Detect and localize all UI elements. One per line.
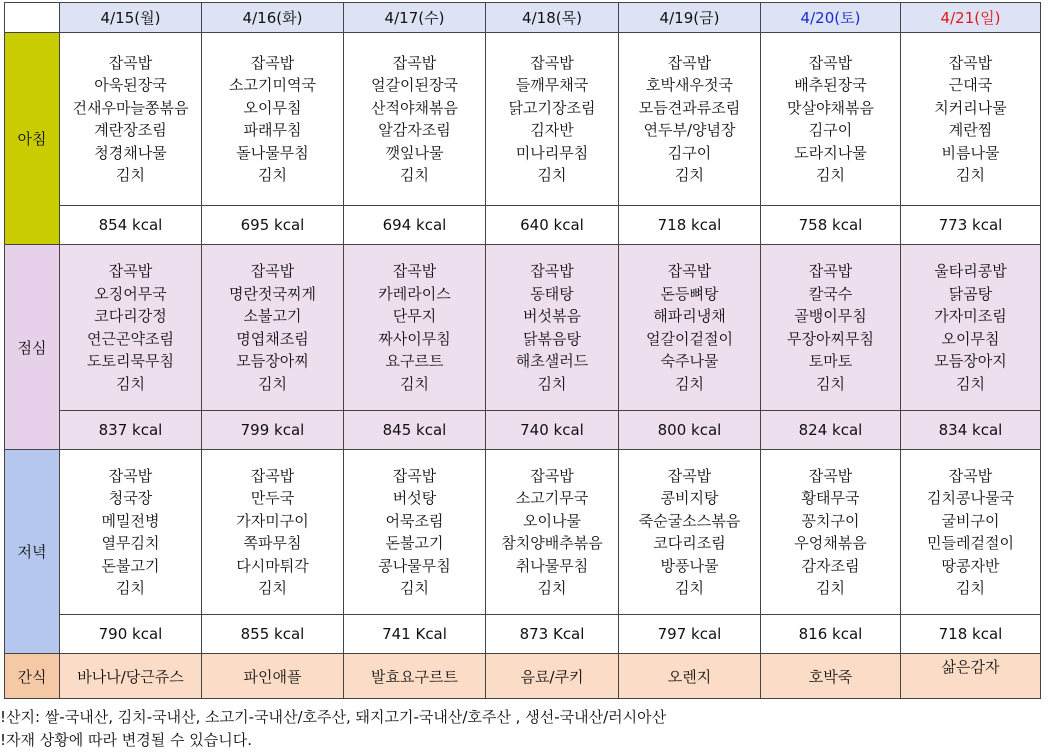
dish-item: 굴비구이 [941,511,1000,530]
dish-item: 소고기무국 [515,489,589,507]
dish-item: 잡곡밥 [392,53,437,72]
dish-item: 요구르트 [385,352,444,370]
snack-cell: 파인애플 [202,654,344,699]
kcal-cell: 800 kcal [619,411,761,450]
dish-item: 김치 [956,374,985,393]
dish-item: 건새우마늘쫑볶음 [72,98,189,117]
dish-item: 모듬장아지 [934,352,1007,370]
menu-cell [344,33,486,206]
lunch-label: 점심 [5,245,60,450]
day-header: 4/18(목) [486,3,619,33]
dish-item: 김치 [956,579,985,597]
dish-item: 김치 [537,374,567,393]
menu-cell [60,33,202,206]
dish-item: 김치 [258,374,287,393]
footnotes [0,706,666,752]
dish-item: 잡곡밥 [948,466,993,485]
menu-cell [761,450,901,615]
kcal-cell: 824 kcal [761,411,901,450]
dish-item: 김구이 [667,143,712,162]
menu-cell [761,245,901,411]
dish-item: 토마토 [808,352,853,370]
dish-item: 민들레겉절이 [927,534,1014,552]
dish-item: 가자미구이 [236,511,309,530]
kcal-cell: 799 kcal [202,411,344,450]
dish-item: 호박새우젓국 [646,76,733,94]
dish-item: 땅콩자반 [941,556,1000,575]
dish-item: 골뱅이무침 [794,307,867,325]
corner-cell [5,3,60,33]
dish-item: 열무김치 [101,534,160,552]
snack-item: 삶은감자 [941,657,1000,676]
dish-item: 만두국 [250,489,295,507]
dish-item: 김치 [400,579,429,597]
dish-item: 파래무침 [243,121,302,139]
menu-cell [60,450,202,615]
kcal-cell: 854 kcal [60,206,202,245]
dish-item: 닭곰탕 [948,284,993,303]
dish-item: 오이나물 [523,511,581,530]
kcal-cell: 640 kcal [486,206,619,245]
dish-item: 잡곡밥 [108,262,153,280]
kcal-cell: 718 kcal [619,206,761,245]
kcal-cell: 816 kcal [761,615,901,654]
dish-item: 황태무국 [801,489,860,507]
kcal-cell: 837 kcal [60,411,202,450]
dish-item: 잡곡밥 [250,53,295,72]
kcal-cell: 741 Kcal [344,615,486,654]
dish-item: 잡곡밥 [530,466,574,485]
dish-item: 도토리묵무침 [87,352,174,370]
menu-cell [901,33,1041,206]
dish-item: 취나물무침 [515,556,589,575]
dish-item: 얼갈이겉절이 [646,329,733,348]
dish-item: 무장아찌무침 [787,329,874,348]
dish-item: 닭고기장조림 [508,98,596,117]
menu-cell [344,450,486,615]
menu-cell [202,450,344,615]
dish-item: 돈불고기 [385,534,444,552]
dish-item: 코다리강정 [94,307,167,325]
dish-item: 맛살야채볶음 [787,98,874,117]
menu-cell [901,450,1041,615]
dish-item: 산적야채볶음 [371,98,458,117]
dish-item: 김자반 [530,121,574,139]
dish-item: 콩비지탕 [660,489,719,507]
dish-item: 김치 [675,166,704,184]
dish-item: 단무지 [392,307,437,325]
dish-item: 김치 [258,579,287,597]
dish-item: 죽순굴소스볶음 [638,511,741,530]
kcal-cell: 718 kcal [901,615,1041,654]
snack-cell: 호박죽 [761,654,901,699]
breakfast-label: 아침 [5,33,60,245]
dinner-kcal-row [5,615,1041,654]
dish-item: 김치 [537,166,567,184]
dish-item: 카레라이스 [378,284,451,303]
day-header: 4/19(금) [619,3,761,33]
dish-item: 김치 [675,579,704,597]
menu-cell [901,245,1041,411]
breakfast-menu-row [5,33,1041,206]
kcal-cell: 845 kcal [344,411,486,450]
dish-item: 연두부/양념장 [643,121,736,139]
dish-item: 김치 [116,579,145,597]
dish-item: 김치 [675,374,704,393]
breakfast-kcal-row [5,206,1041,245]
dish-item: 잡곡밥 [108,466,153,485]
dish-item: 방풍나물 [660,556,719,575]
dish-item: 꽁치구이 [801,511,860,530]
day-header: 4/21(일) [901,3,1041,33]
dish-item: 청국장 [108,489,153,507]
dish-item: 잡곡밥 [108,53,153,72]
dish-item: 오이무침 [243,98,302,117]
dish-item: 콩나물무침 [378,556,451,575]
snack-cell: 발효요구르트 [344,654,486,699]
dish-item: 칼국수 [808,284,853,303]
dinner-menu-row [5,450,1041,615]
snack-cell: 바나나/당근쥬스 [60,654,202,699]
dish-item: 들깨무채국 [515,76,589,94]
dish-item: 김치 [400,374,429,393]
dish-item: 얼갈이된장국 [371,76,458,94]
dish-item: 김치 [537,579,567,597]
origin-note: !산지: 쌀-국내산, 김치-국내산, 소고기-국내산/호주산, 돼지고기-국내산/호주산 , 생선-국내산/러시아산 [0,708,667,726]
dish-item: 해파리냉채 [653,307,726,325]
dish-item: 김치 [116,374,145,393]
menu-cell [202,33,344,206]
dish-item: 잡곡밥 [808,53,853,72]
dish-item: 닭볶음탕 [523,329,581,348]
snack-cell: 음료/쿠키 [486,654,619,699]
dish-item: 김치 [116,166,145,184]
lunch-kcal-row [5,411,1041,450]
dish-item: 다시마튀각 [236,556,309,575]
dish-item: 가자미조림 [934,307,1007,325]
dish-item: 잡곡밥 [808,262,853,280]
dish-item: 깻잎나물 [385,143,444,162]
dish-item: 김치 [956,166,985,184]
dish-item: 잡곡밥 [392,262,437,280]
menu-cell [619,245,761,411]
weekly-menu-table [4,2,1041,699]
kcal-cell: 695 kcal [202,206,344,245]
day-header-row [5,3,1041,33]
dish-item: 잡곡밥 [667,53,712,72]
dish-item: 메밀전병 [101,511,160,530]
dinner-label: 저녁 [5,450,60,654]
kcal-cell: 790 kcal [60,615,202,654]
menu-cell [486,450,619,615]
lunch-menu-row [5,245,1041,411]
menu-cell [486,33,619,206]
dish-item: 비름나물 [941,143,1000,162]
dish-item: 오징어무국 [94,284,167,303]
dish-item: 울타리콩밥 [934,262,1007,280]
dish-item: 김치 [258,166,287,184]
dish-item: 계란장조림 [94,121,167,139]
kcal-cell: 758 kcal [761,206,901,245]
kcal-cell: 740 kcal [486,411,619,450]
snack-cell: 오렌지 [619,654,761,699]
dish-item: 김치 [400,166,429,184]
dish-item: 명란젓국찌게 [229,284,316,303]
dish-item: 숙주나물 [660,352,719,370]
dish-item: 잡곡밥 [392,466,437,485]
dish-item: 김구이 [808,121,853,139]
dish-item: 잡곡밥 [250,466,295,485]
day-header: 4/15(월) [60,3,202,33]
dish-item: 계란찜 [948,121,993,139]
dish-item: 김치 [816,166,845,184]
dish-item: 돈등뼈탕 [660,284,719,303]
dish-item: 연근곤약조림 [87,329,174,348]
menu-cell [344,245,486,411]
kcal-cell: 797 kcal [619,615,761,654]
snack-label: 간식 [5,654,60,699]
dish-item: 미나리무침 [515,143,589,162]
dish-item: 버섯볶음 [523,307,581,325]
day-header: 4/20(토) [761,3,901,33]
kcal-cell: 855 kcal [202,615,344,654]
day-header: 4/17(수) [344,3,486,33]
kcal-cell: 873 Kcal [486,615,619,654]
day-header: 4/16(화) [202,3,344,33]
dish-item: 쪽파무침 [243,534,302,552]
snack-cell [901,654,1041,699]
dish-item: 잡곡밥 [530,262,574,280]
kcal-cell: 773 kcal [901,206,1041,245]
dish-item: 모듬장아찌 [236,352,309,370]
menu-cell [619,33,761,206]
dish-item: 해초샐러드 [515,352,589,370]
menu-cell [619,450,761,615]
dish-item: 소불고기 [243,307,302,325]
dish-item: 도라지나물 [794,143,867,162]
dish-item: 김치 [816,579,845,597]
dish-item: 청경채나물 [94,143,167,162]
dish-item: 돈불고기 [101,556,160,575]
dish-item: 동태탕 [530,284,574,303]
change-note: !자재 상황에 따라 변경될 수 있습니다. [0,731,252,749]
kcal-cell: 834 kcal [901,411,1041,450]
dish-item: 돌나물무침 [236,143,309,162]
dish-item: 근대국 [948,76,993,94]
dish-item: 아욱된장국 [94,76,167,94]
dish-item: 참치양배추볶음 [501,534,603,552]
dish-item: 소고기미역국 [229,76,316,94]
dish-item: 잡곡밥 [667,262,712,280]
dish-item: 모듬견과류조림 [638,98,741,117]
dish-item: 짜사이무침 [378,329,451,348]
dish-item: 잡곡밥 [948,53,993,72]
dish-item: 배추된장국 [794,76,867,94]
dish-item: 코다리조림 [653,534,726,552]
dish-item: 김치 [816,374,845,393]
dish-item: 잡곡밥 [530,53,574,72]
dish-item: 알감자조림 [378,121,451,139]
menu-cell [60,245,202,411]
dish-item: 잡곡밥 [250,262,295,280]
menu-cell [761,33,901,206]
snack-row [5,654,1041,699]
dish-item: 치커리나물 [934,98,1007,117]
dish-item: 오이무침 [941,329,1000,348]
dish-item: 잡곡밥 [667,466,712,485]
dish-item: 잡곡밥 [808,466,853,485]
menu-cell [486,245,619,411]
dish-item: 김치콩나물국 [927,489,1014,507]
dish-item: 우엉채볶음 [794,534,867,552]
menu-cell [202,245,344,411]
dish-item: 어묵조림 [385,511,444,530]
dish-item: 감자조림 [801,556,860,575]
dish-item: 버섯탕 [392,489,437,507]
kcal-cell: 694 kcal [344,206,486,245]
dish-item: 명엽채조림 [236,329,309,348]
